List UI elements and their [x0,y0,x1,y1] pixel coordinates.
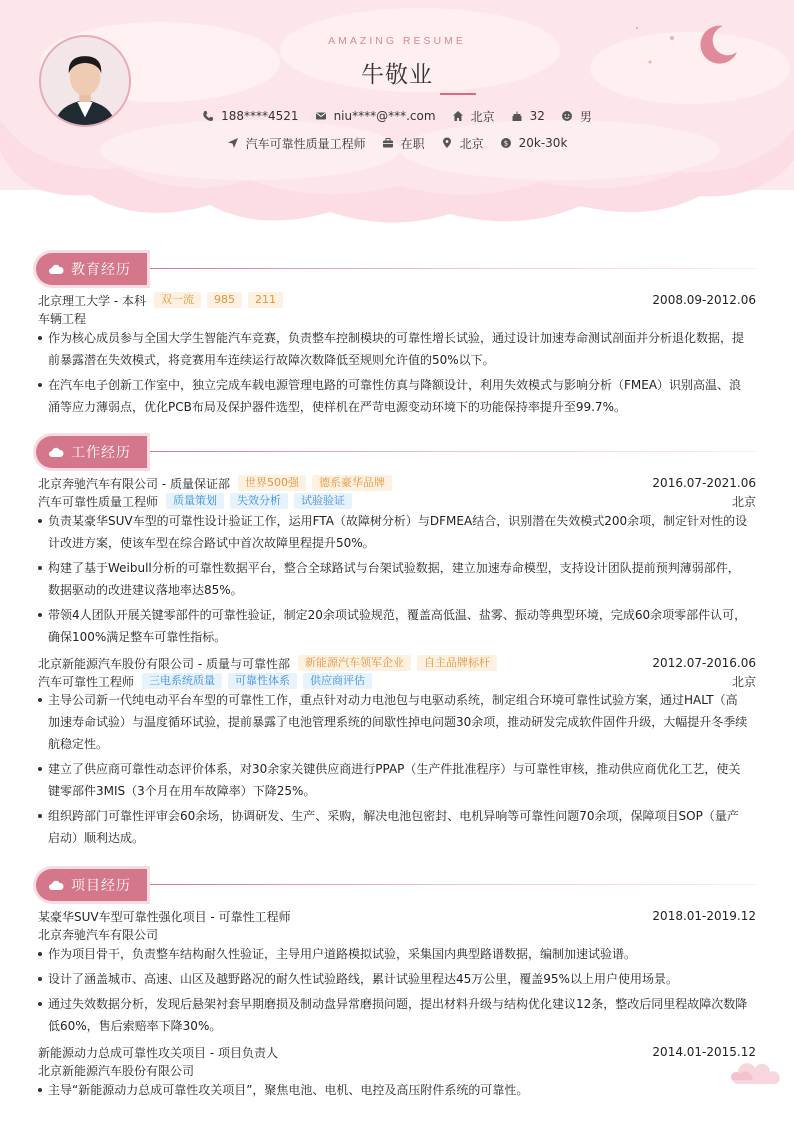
company-tag: 新能源汽车领军企业 [298,655,411,671]
phone-icon [202,110,214,122]
job-role: 汽车可靠性工程师 [38,674,135,689]
project-header [38,907,756,925]
briefcase-icon [382,137,394,149]
list-item: 主导“新能源动力总成可靠性攻关项目”，聚焦电池、电机、电控及高压附件系统的可靠性。 [38,1079,756,1101]
mail-icon [315,110,327,122]
work-period: 2016.07-2021.06 [652,476,756,490]
education-major-line [38,309,756,327]
work-role-line [38,672,756,690]
list-item: 通过失效数据分析，发现后悬架衬套早期磨损及制动盘异常磨损问题，提出材料升级与结构优化建议12条，整改后同里程故障次数降低60%，售后索赔率下降30%。 [38,993,756,1037]
cloud-icon [48,446,64,458]
list-item: 构建了基于Weibull分析的可靠性数据平台，整合全球路试与台架试验数据，建立加速寿命模型，支持设计团队提前预判薄弱部件，数据驱动的改进建议落地率达85%。 [38,557,756,601]
project-org-line [38,1061,756,1079]
work-header [38,654,756,672]
work-role-line [38,492,756,510]
skill-tag: 可靠性体系 [228,673,297,689]
company-tag: 世界500强 [238,475,306,491]
location-pin-icon [441,137,453,149]
education-bullets [38,327,756,421]
project-org: 北京新能源汽车股份有限公司 [38,1063,195,1078]
candidate-name: 牛敬业 [361,62,433,88]
resume-tagline: AMAZING RESUME [328,35,466,47]
section-title: 项目经历 [71,878,131,894]
list-item: 带领4人团队开展关键零部件的可靠性验证，制定20余项试验规范，覆盖高低温、盐雾、振动等典型环境，完成60余项零部件认可，确保100%满足整车可靠性指标。 [38,604,756,648]
section-projects-heading [36,869,756,901]
project-bullets [38,1079,756,1104]
skill-tag: 失效分析 [230,493,288,509]
project-period: 2014.01-2015.12 [652,1045,756,1059]
work-header [38,474,756,492]
work-city: 北京 [731,674,756,689]
list-item: 建立了供应商可靠性动态评价体系，对30余家关键供应商进行PPAP（生产件批准程序）与可靠性审核，推动供应商优化工艺，使关键零部件3MIS（3个月在用车故障率）下降25%。 [38,758,756,802]
section-work-heading [36,436,756,468]
list-item: 主导公司新一代纯电动平台车型的可靠性工作，重点针对动力电池包与电驱动系统，制定组合环境可靠性试验方案，通过HALT（高加速寿命试验）与温度循环试验，提前暴露了电池管理系统的间歇性掉电问题30余项，推动研发完成软件固件升级，大幅提升冬季续航稳定性。 [38,689,756,755]
job-role: 汽车可靠性质量工程师 [38,494,159,509]
gender-icon [561,110,573,122]
list-item: 在汽车电子创新工作室中，独立完成车载电源管理电路的可靠性仿真与降额设计，利用失效模式与影响分析（FMEA）识别高温、浪涌等应力薄弱点，优化PCB布局及保护器件选型，使样机在严苛电源变动环境下的功能保持率提升至99.7%。 [38,374,756,418]
list-item: 作为核心成员参与全国大学生智能汽车竞赛，负责整车控制模块的可靠性增长试验，通过设计加速寿命测试剖面并分析退化数据，提前暴露潜在失效模式，将竞赛用车连续运行故障次数降低至规则允许值的50%以下。 [38,327,756,371]
resume-header [0,0,794,232]
section-divider [150,451,756,452]
svg-text:$: $ [503,139,508,148]
intent-status: 在职 [382,134,425,152]
list-item: 负责某豪华SUV车型的可靠性设计验证工作，运用FTA（故障树分析）与DFMEA结合，识别潜在失效模式200余项，制定针对性的设计改进方案，使该车型在综合路试中首次故障里程提升50%。 [38,510,756,554]
project-name: 新能源动力总成可靠性攻关项目 - 项目负责人 [38,1045,278,1060]
home-icon [452,110,464,122]
intent-city: 北京 [441,134,484,152]
contact-row [0,107,794,125]
skill-tag: 质量策划 [166,493,224,509]
school-tag: 211 [248,292,283,308]
intent-salary: $ 20k-30k [500,134,568,152]
school-tag: 985 [207,292,242,308]
contact-email: niu****@***.com [315,107,436,125]
work-period: 2012.07-2016.06 [652,656,756,670]
school-name: 北京理工大学 - 本科 [38,293,146,308]
company-tag: 德系豪华品牌 [312,475,392,491]
work-city: 北京 [731,494,756,509]
project-org: 北京奔驰汽车有限公司 [38,927,159,942]
project-period: 2018.01-2019.12 [652,909,756,923]
cake-icon [511,110,523,122]
company-name: 北京奔驰汽车有限公司 - 质量保证部 [38,476,230,491]
list-item: 作为项目骨干，负责整车结构耐久性验证，主导用户道路模拟试验，采集国内典型路谱数据，编制加速试验谱。 [38,943,756,965]
education-period: 2008.09-2012.06 [652,293,756,307]
list-item: 组织跨部门可靠性评审会60余场，协调研发、生产、采购，解决电池包密封、电机异响等可靠性问题70余项，保障项目SOP（量产启动）顺利达成。 [38,805,756,849]
section-divider [150,268,756,269]
list-item: 设计了涵盖城市、高速、山区及越野路况的耐久性试验路线，累计试验里程达45万公里，覆盖95%以上用户使用场景。 [38,968,756,990]
work-bullets [38,689,756,852]
salary-icon [500,137,512,149]
section-education-heading [36,253,756,285]
project-org-line [38,925,756,943]
company-tag: 自主品牌标杆 [417,655,497,671]
project-name: 某豪华SUV车型可靠性强化项目 - 可靠性工程师 [38,909,291,924]
section-title: 教育经历 [71,262,131,278]
project-header [38,1043,756,1061]
skill-tag: 试验验证 [294,493,352,509]
send-icon [227,137,239,149]
contact-gender: 男 [561,107,592,125]
section-divider [150,884,756,885]
school-tag: 双一流 [154,292,201,308]
decorative-cloud-icon [730,1060,784,1086]
contact-age: 32 [511,107,545,125]
work-bullets [38,510,756,651]
contact-city: 北京 [452,107,495,125]
project-bullets [38,943,756,1040]
cloud-icon [48,263,64,275]
name-underline [440,93,476,95]
cloud-icon [48,879,64,891]
major: 车辆工程 [38,311,87,326]
section-title: 工作经历 [71,445,131,461]
intent-position: 汽车可靠性质量工程师 [227,134,366,152]
contact-phone: 188****4521 [202,107,298,125]
job-intent-row [0,134,794,152]
skill-tag: 供应商评估 [303,673,372,689]
skill-tag: 三电系统质量 [142,673,222,689]
company-name: 北京新能源汽车股份有限公司 - 质量与可靠性部 [38,656,290,671]
education-header [38,291,756,309]
